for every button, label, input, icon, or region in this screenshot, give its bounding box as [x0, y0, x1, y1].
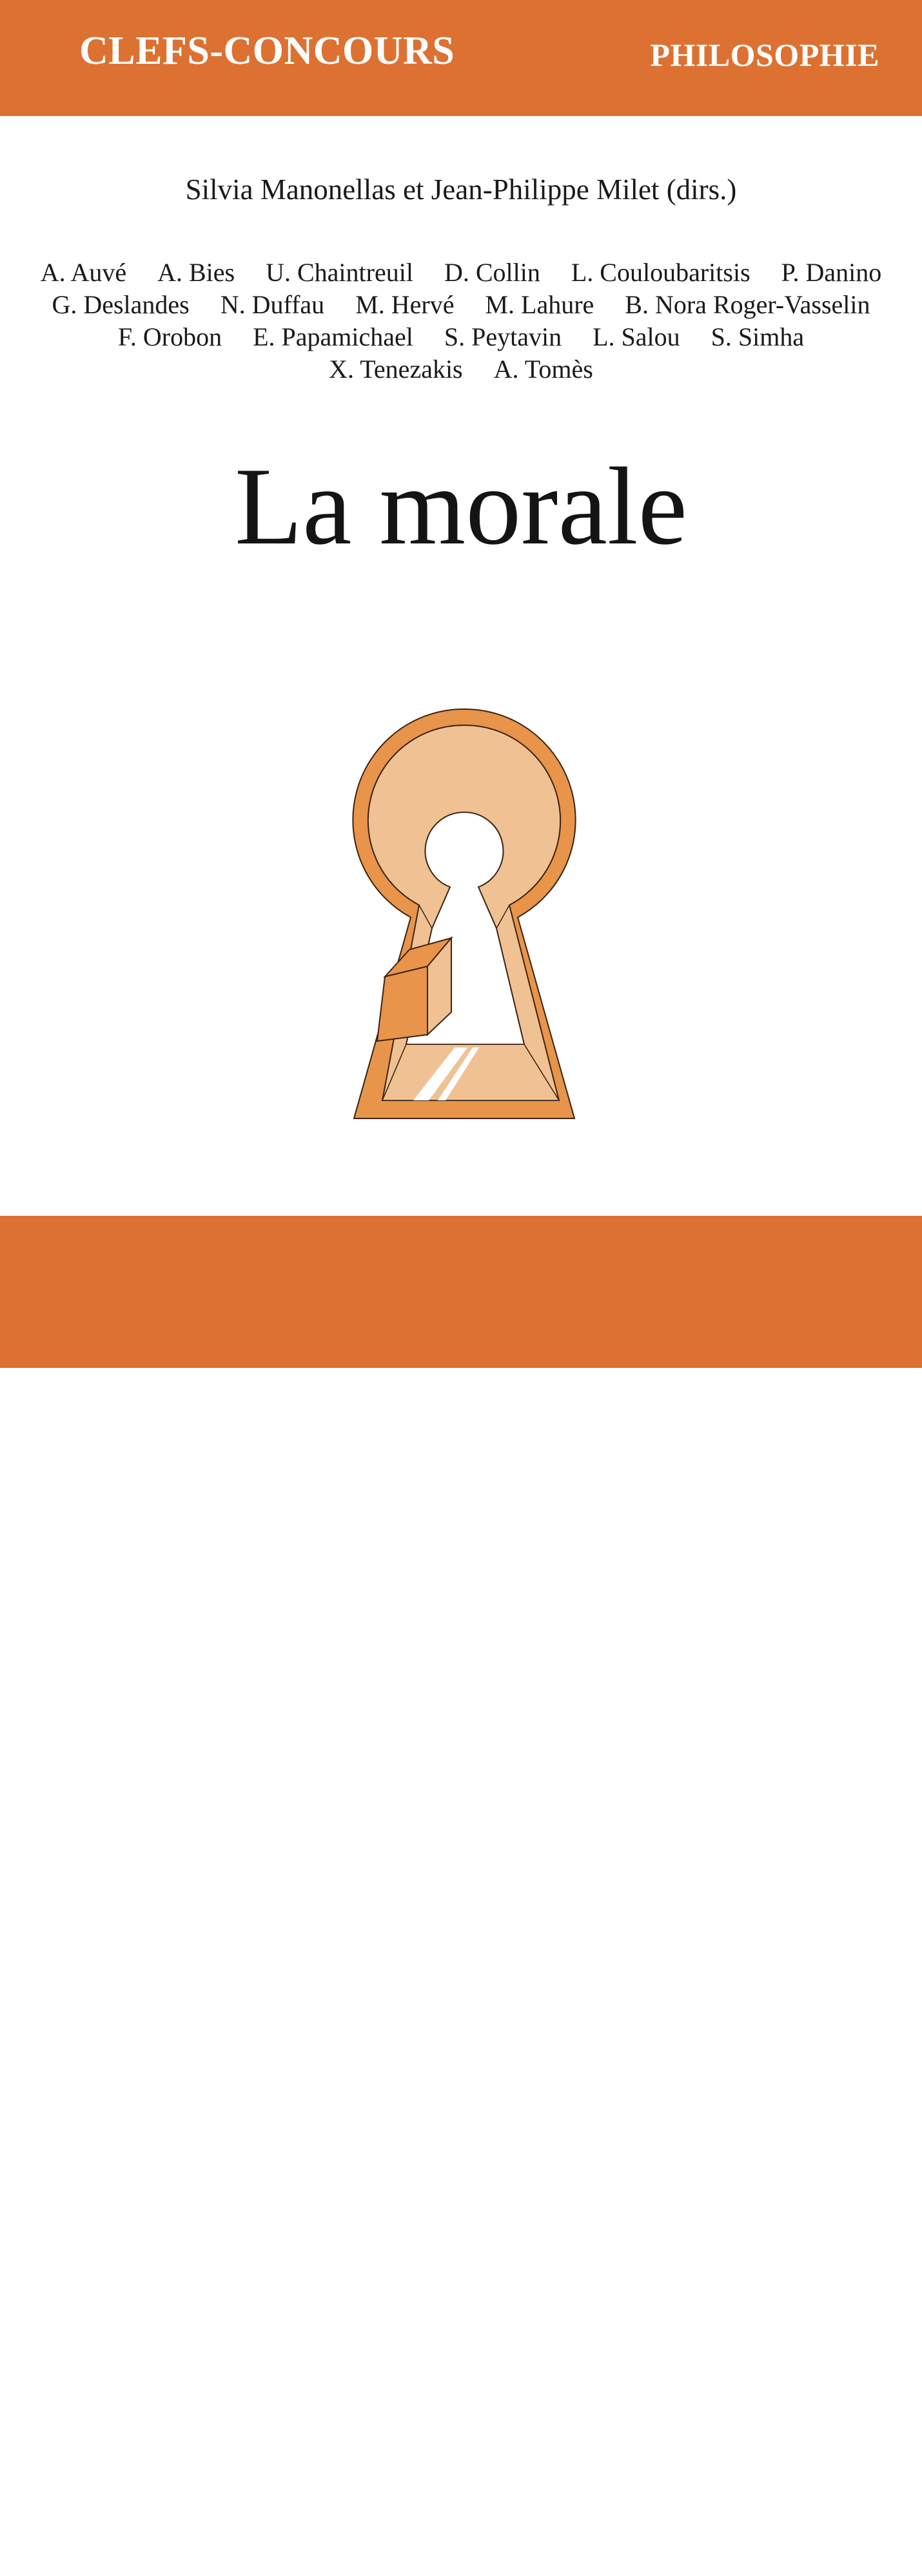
contributor-name: M. Hervé	[355, 290, 455, 319]
contributor-name: B. Nora Roger-Vasselin	[625, 290, 870, 319]
contributor-name: L. Salou	[593, 322, 680, 351]
contributors-list	[19, 257, 903, 385]
contributors-row	[19, 289, 903, 321]
contributor-name: E. Papamichael	[253, 322, 413, 351]
contributor-name: A. Auvé	[40, 258, 127, 287]
contributor-name: U. Chaintreuil	[266, 258, 413, 287]
contributors-row	[19, 353, 903, 385]
book-title: La morale	[235, 445, 687, 568]
contributor-name: A. Tomès	[493, 355, 593, 384]
series-title: CLEFS-CONCOURS	[79, 29, 455, 73]
contributor-name: F. Orobon	[117, 322, 222, 351]
bottom-banner	[0, 1216, 922, 2576]
contributor-name: M. Lahure	[485, 290, 594, 319]
contributor-name: D. Collin	[444, 258, 540, 287]
logo-initial: A	[352, 2434, 457, 2576]
top-banner	[0, 0, 922, 116]
contributors-row	[19, 257, 903, 289]
publisher-logo	[348, 2434, 598, 2576]
keyhole-icon	[351, 706, 577, 1125]
logo-text: tlande	[431, 2479, 598, 2532]
editors-line: Silvia Manonellas et Jean-Philippe Milet (dirs.)	[185, 173, 737, 206]
contributor-name: S. Simha	[711, 322, 805, 351]
contributor-name: G. Deslandes	[52, 290, 190, 319]
contributor-name: P. Danino	[781, 258, 882, 287]
contributor-name: L. Couloubaritsis	[571, 258, 750, 287]
discipline-label: PHILOSOPHIE	[650, 37, 879, 73]
contributor-name: X. Tenezakis	[329, 355, 463, 384]
contributor-name: N. Duffau	[220, 290, 325, 319]
contributor-name: S. Peytavin	[444, 322, 562, 351]
contributors-row	[19, 321, 903, 353]
contributor-name: A. Bies	[157, 258, 235, 287]
